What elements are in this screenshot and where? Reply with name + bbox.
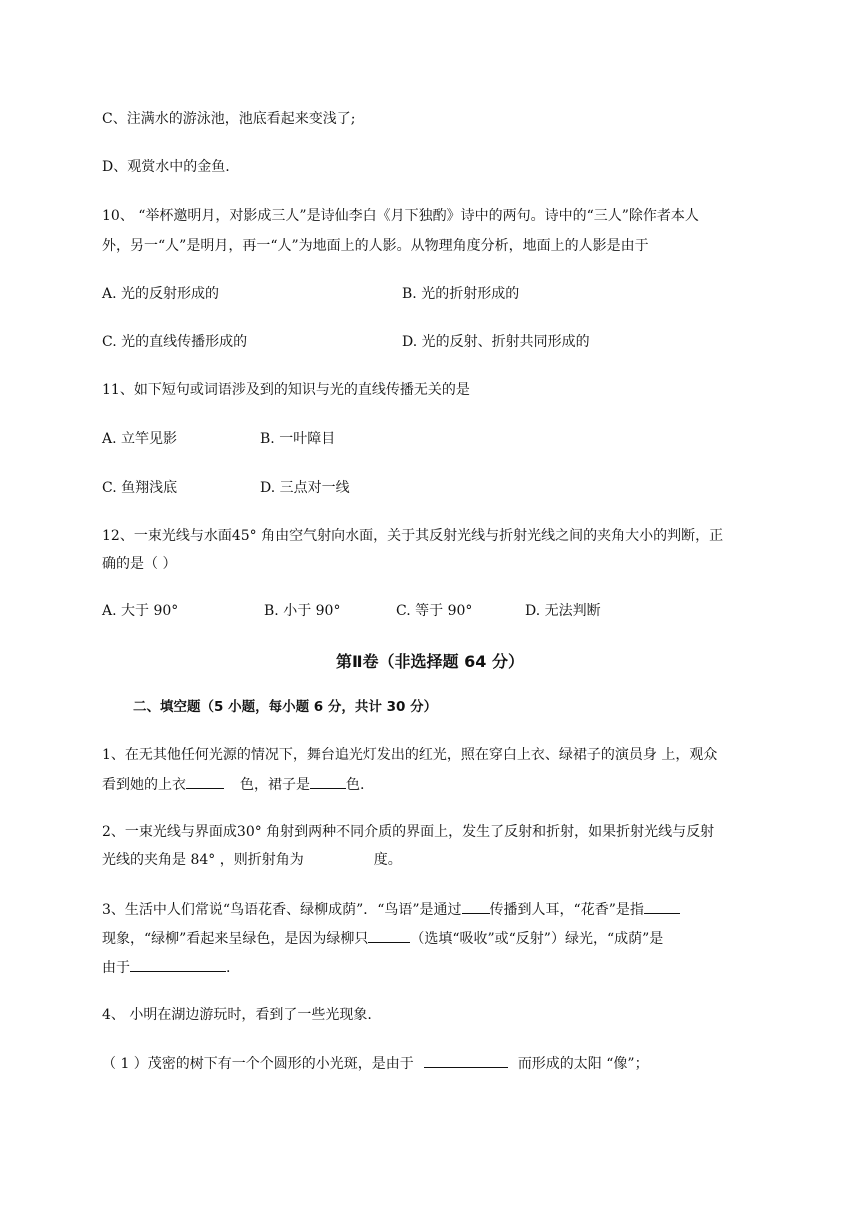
q12-option-d: D. 无法判断 [525, 603, 601, 619]
fill4-stem: 4、 小明在湖边游玩时，看到了一些光现象. [102, 1007, 372, 1023]
q9-option-d: D、观赏水中的金鱼. [102, 159, 230, 175]
q9-option-c: C、注满水的游泳池，池底看起来变浅了; [102, 111, 356, 127]
fill2-text-b: 度。 [373, 852, 402, 868]
q12-option-a: A. 大于 90° [102, 603, 179, 619]
fill2-line1: 2、一束光线与界面成30° 角射到两种不同介质的界面上，发生了反射和折射，如果折射光线与反射 [102, 824, 715, 840]
q11-option-b: B. 一叶障目 [260, 431, 336, 447]
fill1-line2 [102, 774, 364, 795]
section-title: 第Ⅱ卷（非选择题 64 分） [336, 652, 524, 671]
fill3-text-f: . [226, 960, 231, 976]
answer-blank[interactable] [644, 899, 680, 914]
q10-option-c: C. 光的直线传播形成的 [102, 334, 248, 350]
q12-stem-line1: 12、一束光线与水面45° 角由空气射向水面，关于其反射光线与折射光线之间的夹角大小的判断，正 [102, 528, 724, 544]
fill4-sub1 [102, 1053, 649, 1074]
fill3-text-b: 传播到人耳，“花香”是指 [489, 902, 644, 918]
answer-blank[interactable] [130, 957, 226, 972]
answer-blank[interactable] [424, 1053, 508, 1068]
fill1-text-b: 色，裙子是 [240, 777, 310, 793]
q12-stem-line2: 确的是（ ） [102, 556, 177, 572]
fill3-line2 [102, 928, 663, 949]
fill1-text-c: 色. [346, 777, 365, 793]
q11-option-c: C. 鱼翔浅底 [102, 480, 178, 496]
fill1-line1: 1、在无其他任何光源的情况下，舞台追光灯发出的红光，照在穿白上衣、绿裙子的演员身 上，观众 [102, 747, 718, 763]
fill3-text-e: 由于 [102, 960, 130, 976]
fill1-text-a: 看到她的上衣 [102, 777, 186, 793]
fill4-sub1-text-b: 而形成的太阳 “像”； [517, 1056, 649, 1072]
answer-blank[interactable] [368, 928, 410, 943]
q12-option-c: C. 等于 90° [396, 603, 473, 619]
fill3-text-c: 现象，“绿柳”看起来呈绿色，是因为绿柳只 [102, 931, 369, 947]
fill4-sub1-text-a: （ 1 ）茂密的树下有一个个圆形的小光斑，是由于 [102, 1056, 414, 1072]
answer-blank[interactable] [310, 774, 346, 789]
fill2-line2 [102, 850, 402, 870]
answer-blank[interactable] [462, 899, 490, 914]
q12-option-b: B. 小于 90° [264, 603, 341, 619]
q10-option-a: A. 光的反射形成的 [102, 286, 220, 302]
q10-option-d: D. 光的反射、折射共同形成的 [402, 334, 590, 350]
q10-stem-line2: 外，另一“人”是明月，再一“人”为地面上的人影。从物理角度分析，地面上的人影是由于 [102, 238, 649, 254]
q11-option-d: D. 三点对一线 [260, 480, 350, 496]
fill3-line3 [102, 957, 230, 978]
fill2-text-a: 光线的夹角是 84° ，则折射角为 [102, 852, 304, 868]
q11-option-a: A. 立竿见影 [102, 431, 178, 447]
q10-stem-line1: 10、 “举杯邀明月，对影成三人”是诗仙李白《月下独酌》诗中的两句。诗中的“三人”除作者本人 [102, 208, 699, 224]
answer-blank[interactable] [186, 774, 224, 789]
fill3-text-d: （选填“吸收”或“反射”）绿光，“成荫”是 [410, 931, 664, 947]
fill3-text-a: 3、生活中人们常说“鸟语花香、绿柳成荫”．“鸟语”是通过 [102, 902, 462, 918]
q10-option-b: B. 光的折射形成的 [402, 286, 520, 302]
q11-stem: 11、如下短句或词语涉及到的知识与光的直线传播无关的是 [102, 382, 470, 398]
fill3-line1 [102, 899, 680, 920]
section-subtitle: 二、填空题（5 小题，每小题 6 分，共计 30 分） [133, 699, 438, 715]
